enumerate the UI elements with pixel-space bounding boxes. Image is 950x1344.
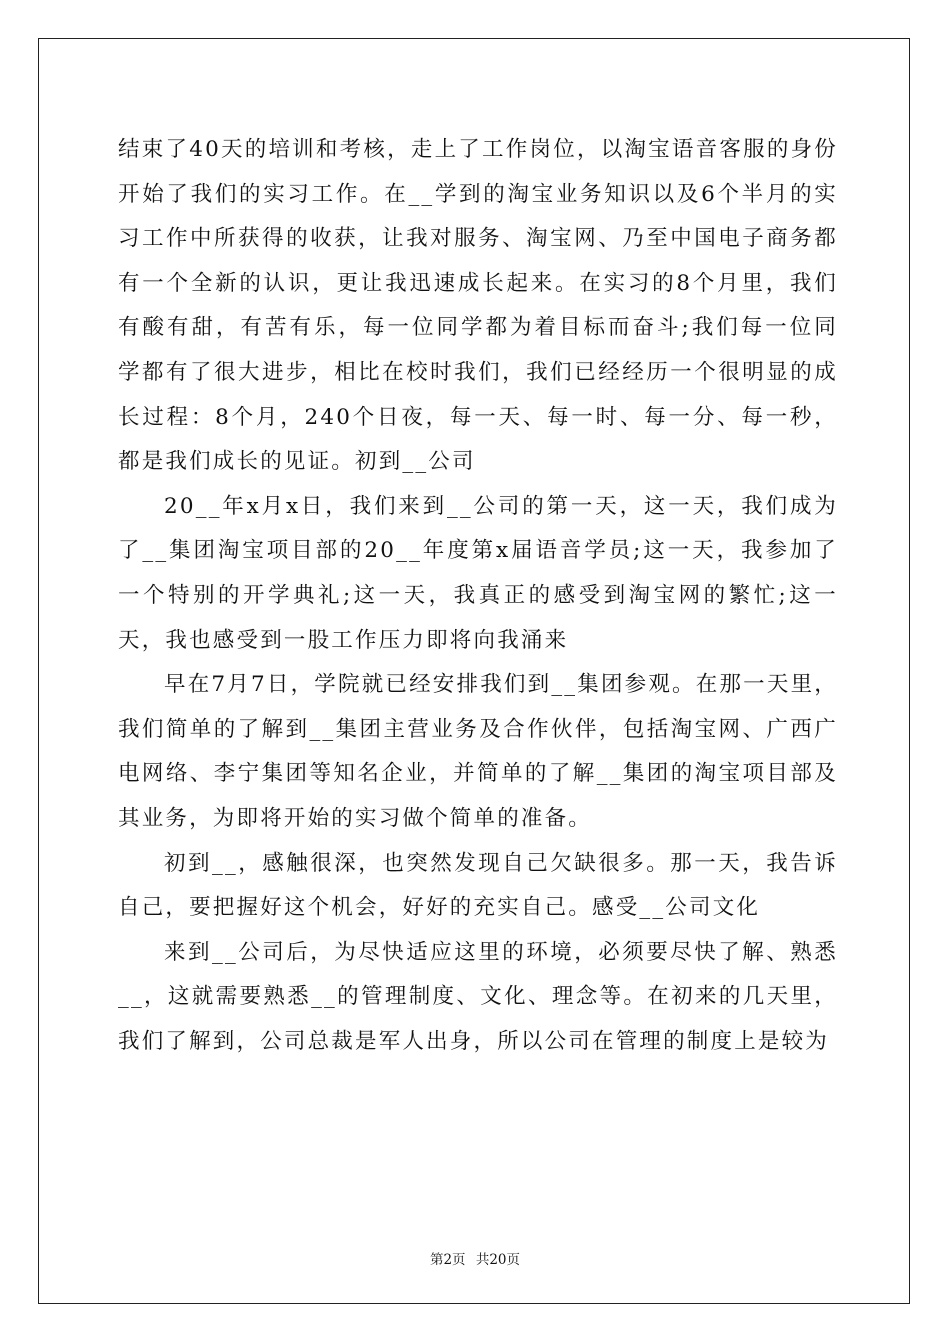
page-footer — [0, 1248, 950, 1268]
total-pages-label: 共20页 — [475, 1252, 521, 1268]
paragraph-1: 结束了40天的培训和考核，走上了工作岗位，以淘宝语音客服的身份开始了我们的实习工作。在__学到的淘宝业务知识以及6个半月的实习工作中所获得的收获，让我对服务、淘宝网、乃至中国电子商务都有一个全新的认识，更让我迅速成长起来。在实习的8个月里，我们有酸有甜，有苦有乐，每一位同学都为着目标而奋斗;我们每一位同学都有了很大进步，相比在校时我们，我们已经经历一个很明显的成长过程：8个月，240个日夜，每一天、每一时、每一分、每一秒，都是我们成长的见证。初到__公司 — [118, 137, 838, 475]
current-page-label: 第2页 — [429, 1252, 466, 1268]
document-body — [118, 128, 838, 1064]
paragraph-2: 20__年x月x日，我们来到__公司的第一天，这一天，我们成为了__集团淘宝项目部的20__年度第x届语音学员;这一天，我参加了一个特别的开学典礼;这一天，我真正的感受到淘宝网的繁忙;这一天，我也感受到一股工作压力即将向我涌来 — [118, 493, 838, 653]
paragraph-4: 初到__，感触很深，也突然发现自己欠缺很多。那一天，我告诉自己，要把握好这个机会，好好的充实自己。感受__公司文化 — [118, 850, 838, 921]
paragraph-3: 早在7月7日，学院就已经安排我们到__集团参观。在那一天里，我们简单的了解到__集团主营业务及合作伙伴，包括淘宝网、广西广电网络、李宁集团等知名企业，并简单的了解__集团的淘宝项目部及其业务，为即将开始的实习做个简单的准备。 — [118, 672, 838, 831]
paragraph-5: 来到__公司后，为尽快适应这里的环境，必须要尽快了解、熟悉__，这就需要熟悉__的管理制度、文化、理念等。在初来的几天里，我们了解到，公司总裁是军人出身，所以公司在管理的制度上是较为 — [118, 939, 838, 1054]
